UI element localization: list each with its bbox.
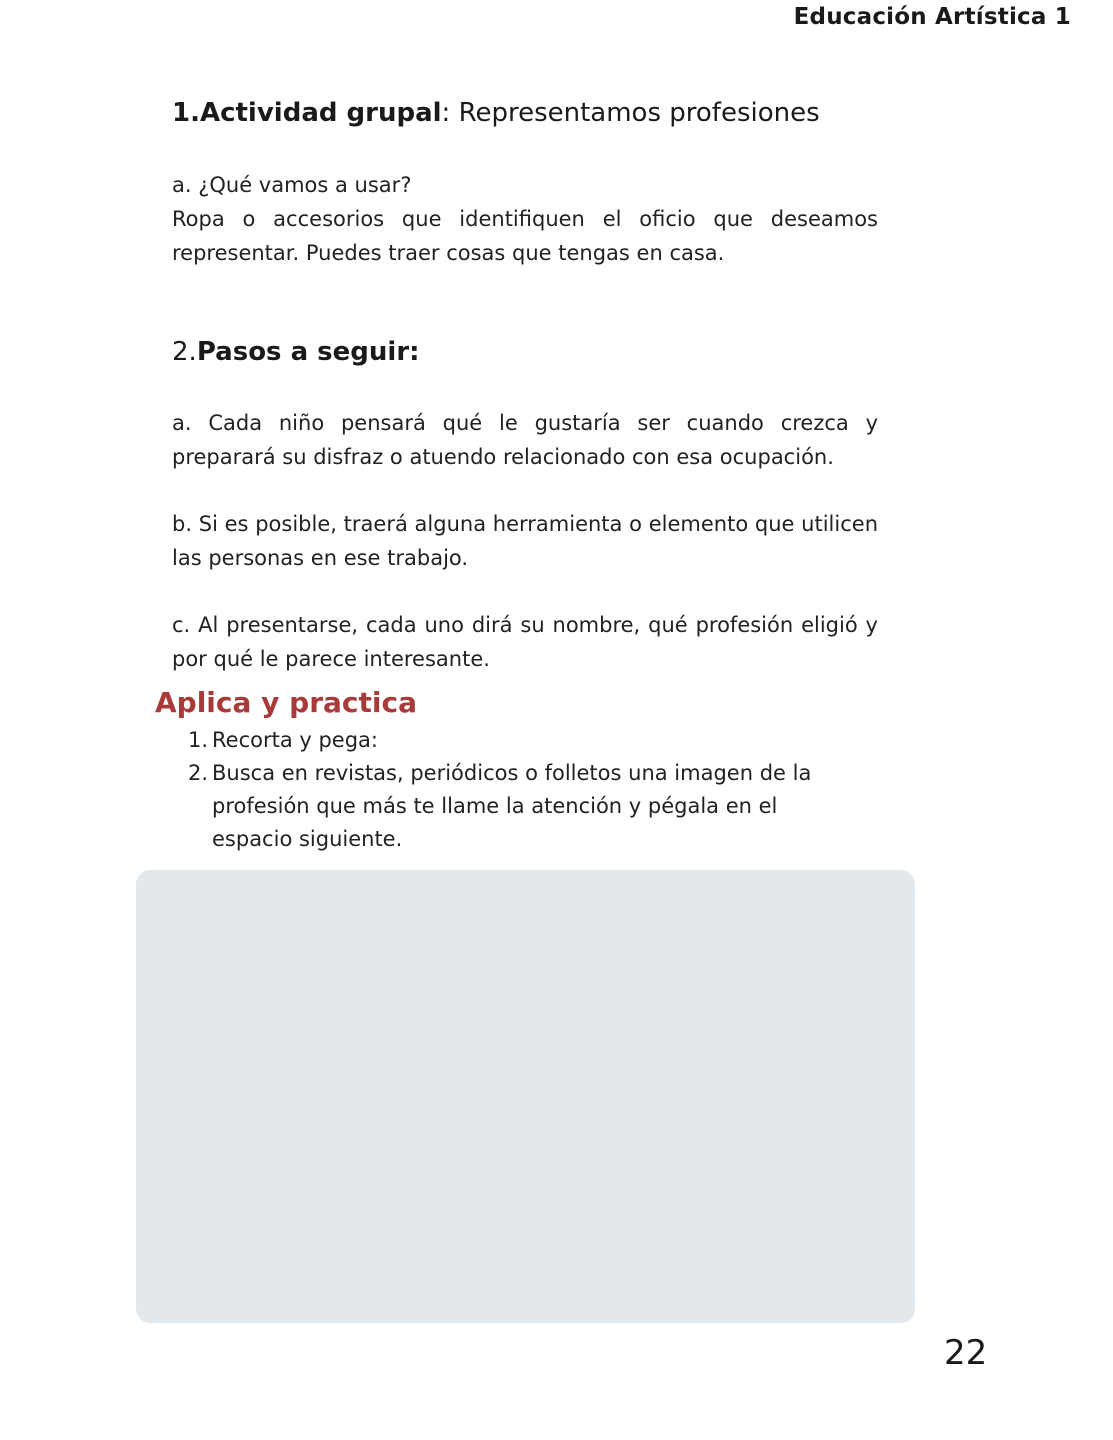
practice-item-text: Busca en revistas, periódicos o folletos una imagen de la profesión que más te llame la atención y pégala en el espacio siguiente. [212, 761, 812, 851]
practice-title: Aplica y practica [155, 686, 417, 719]
step-b: b. Si es posible, traerá alguna herramienta o elemento que utilicen las personas en ese trabajo. [172, 512, 878, 570]
steps-heading [172, 337, 420, 367]
step-a: a. Cada niño pensará qué le gustaría ser cuando crezca y preparará su disfraz o atuendo relacionado con esa ocupación. [172, 411, 878, 469]
practice-item-1 [188, 724, 848, 757]
steps-number: 2. [172, 337, 197, 367]
materials-answer: Ropa o accesorios que identifiquen el oficio que deseamos representar. Puedes traer cosas que tengas en casa. [172, 207, 878, 265]
document-header: Educación Artística 1 [793, 4, 1071, 30]
practice-list [188, 724, 848, 856]
step-c: c. Al presentarse, cada uno dirá su nombre, qué profesión eligió y por qué le parece interesante. [172, 613, 878, 671]
activity-label: Actividad grupal [199, 98, 442, 128]
activity-heading [172, 98, 820, 128]
materials-question: a. ¿Qué vamos a usar? [172, 173, 412, 197]
activity-number: 1. [172, 98, 200, 128]
activity-subtitle: : Representamos profesiones [441, 98, 820, 128]
steps-title: Pasos a seguir: [196, 337, 420, 367]
practice-item-text: Recorta y pega: [212, 728, 379, 752]
image-paste-area [136, 870, 915, 1323]
practice-item-number: 2. [188, 761, 209, 785]
page-number: 22 [944, 1333, 988, 1373]
materials-section [172, 168, 878, 270]
practice-item-number: 1. [188, 728, 209, 752]
practice-item-2 [188, 757, 848, 856]
